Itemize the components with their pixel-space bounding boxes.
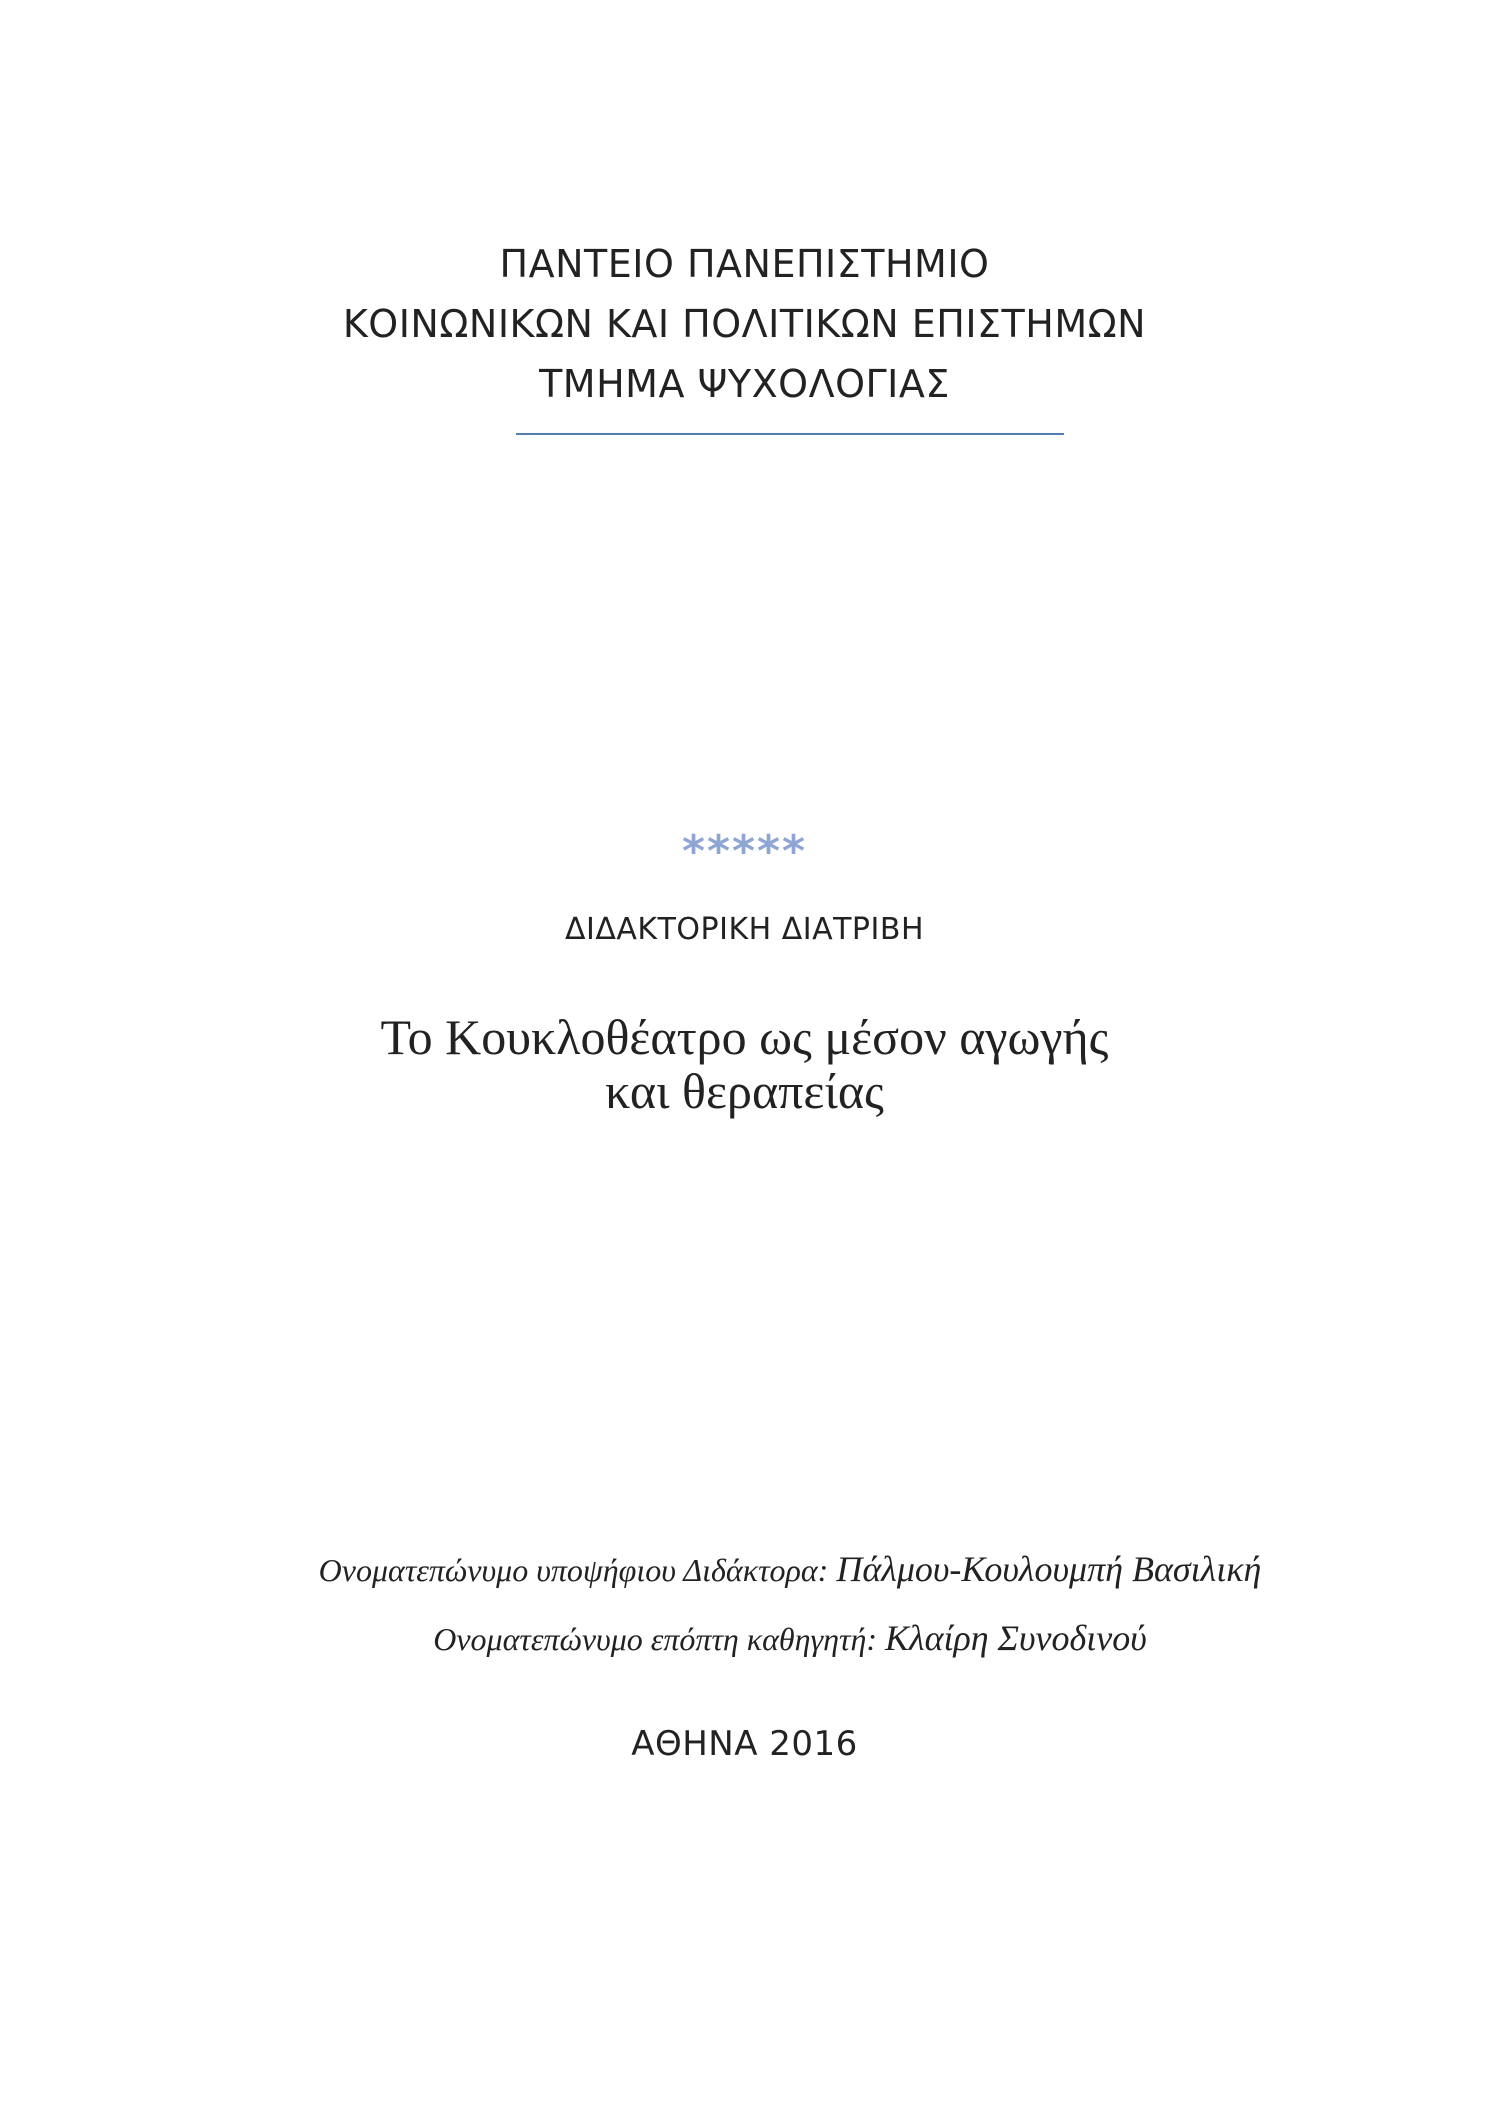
supervisor-name: Κλαίρη Συνοδινού [884, 1618, 1147, 1658]
supervisor-credit [0, 1604, 1489, 1673]
university-name: ΠΑΝΤΕΙΟ ΠΑΝΕΠΙΣΤΗΜΙΟ [499, 242, 990, 286]
thesis-title-line-2: και θεραπείας [605, 1063, 884, 1119]
candidate-credit [0, 1535, 1489, 1604]
asterisk-ornament-icon: ***** [681, 826, 808, 877]
institution-header [0, 234, 1489, 414]
header-divider [516, 433, 1064, 435]
supervisor-label: Ονοματεπώνυμο επόπτη καθηγητή: [433, 1621, 877, 1657]
place-and-year: ΑΘΗΝΑ 2016 [631, 1724, 858, 1764]
candidate-label: Ονοματεπώνυμο υποψήφιου Διδάκτορα: [318, 1552, 829, 1588]
faculty-name: ΚΟΙΝΩΝΙΚΩΝ ΚΑΙ ΠΟΛΙΤΙΚΩΝ ΕΠΙΣΤΗΜΩΝ [342, 302, 1147, 346]
department-name: ΤΜΗΜΑ ΨΥΧΟΛΟΓΙΑΣ [539, 362, 950, 406]
thesis-title [0, 1010, 1489, 1118]
credits-block [0, 1535, 1489, 1673]
thesis-title-line-1: Το Κουκλοθέατρο ως μέσον αγωγής [380, 1009, 1109, 1065]
candidate-name: Πάλμου-Κουλουμπή Βασιλική [836, 1549, 1262, 1589]
thesis-type: ΔΙΔΑΚΤΟΡΙΚΗ ΔΙΑΤΡΙΒΗ [564, 912, 925, 947]
